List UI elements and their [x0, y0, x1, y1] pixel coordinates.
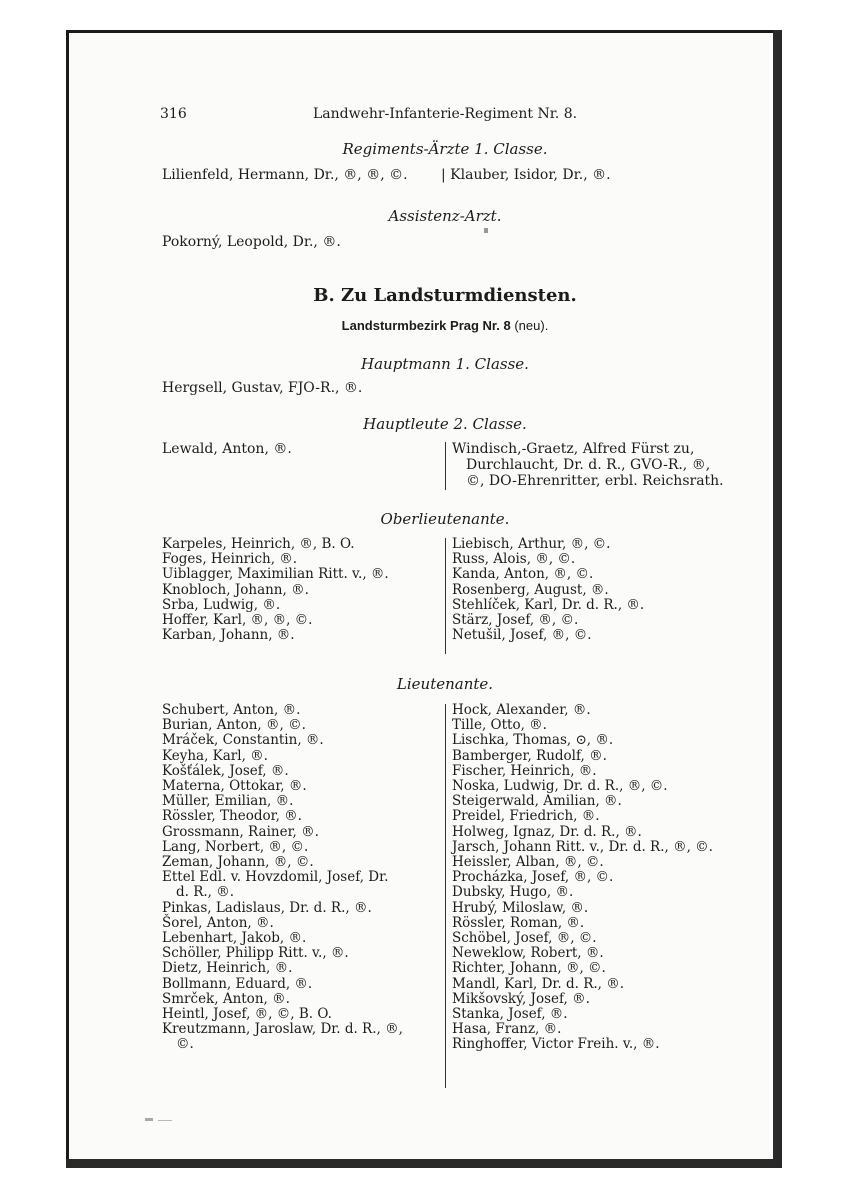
- list-item: Karpeles, Heinrich, ®, B. O.: [162, 536, 355, 552]
- list-item: Heissler, Alban, ®, ©.: [452, 854, 604, 871]
- heading-oberlieutenante: Oberlieutenante.: [380, 510, 510, 528]
- running-head: [160, 106, 720, 126]
- list-item: Keyha, Karl, ®.: [162, 747, 268, 764]
- list-item: d. R., ®.: [176, 884, 235, 901]
- list-item: Hoffer, Karl, ®, ®, ©.: [162, 612, 313, 629]
- list-item: Neweklow, Robert, ®.: [452, 945, 604, 962]
- entry-line: ©, DO-Ehrenritter, erbl. Reichsrath.: [466, 473, 724, 489]
- list-item: Materna, Ottokar, ®.: [162, 778, 307, 795]
- list-item: Bamberger, Rudolf, ®.: [452, 747, 607, 764]
- list-item: Dubsky, Hugo, ®.: [452, 884, 574, 901]
- list-item: Stehlíček, Karl, Dr. d. R., ®.: [452, 596, 645, 613]
- heading-hauptmann-1: Hauptmann 1. Classe.: [361, 355, 529, 373]
- page-number: 316: [160, 106, 187, 122]
- list-oberlieutenante-left: [162, 537, 389, 643]
- scan-speck: [158, 1120, 172, 1121]
- list-item: Kanda, Anton, ®, ©.: [452, 566, 594, 583]
- scan-speck: [484, 228, 488, 233]
- subsection-rest: (neu).: [510, 318, 549, 333]
- list-lieutenante-left: [162, 703, 403, 1053]
- page-edge-bottom: [66, 1159, 782, 1168]
- list-item: Rössler, Theodor, ®.: [162, 808, 302, 825]
- list-item: Stanka, Josef, ®.: [452, 1006, 568, 1023]
- entry-line: Durchlaucht, Dr. d. R., GVO-R., ®,: [466, 457, 711, 473]
- list-item: Rössler, Roman, ®.: [452, 914, 585, 931]
- column-divider: [445, 538, 446, 654]
- list-item: Kreutzmann, Jaroslaw, Dr. d. R., ®,: [162, 1021, 403, 1038]
- entry-assistenzarzt: Pokorný, Leopold, Dr., ®.: [162, 234, 341, 250]
- column-divider: [445, 704, 446, 1088]
- list-item: Mandl, Karl, Dr. d. R., ®.: [452, 975, 625, 992]
- heading-assistenzarzt: Assistenz-Arzt.: [388, 207, 502, 225]
- list-item: Schöller, Philipp Ritt. v., ®.: [162, 945, 349, 962]
- list-item: Fischer, Heinrich, ®.: [452, 762, 597, 779]
- list-item: Hock, Alexander, ®.: [452, 702, 591, 718]
- list-item: Foges, Heinrich, ®.: [162, 551, 298, 568]
- list-item: Preidel, Friedrich, ®.: [452, 808, 600, 825]
- list-item: Heintl, Josef, ®, ©, B. O.: [162, 1006, 332, 1023]
- list-item: Lang, Norbert, ®, ©.: [162, 838, 309, 855]
- column-divider: [445, 442, 446, 490]
- list-item: Procházka, Josef, ®, ©.: [452, 869, 614, 886]
- list-item: Grossmann, Rainer, ®.: [162, 823, 319, 840]
- section-title-landsturm: B. Zu Landsturmdiensten.: [313, 285, 577, 306]
- list-item: Tille, Otto, ®.: [452, 717, 547, 734]
- entry-regimentsarzt-left: Lilienfeld, Hermann, Dr., ®, ®, ©.: [162, 167, 408, 183]
- list-item: Müller, Emilian, ®.: [162, 793, 294, 810]
- list-item: Ettel Edl. v. Hovzdomil, Josef, Dr.: [162, 869, 389, 886]
- list-item: Stärz, Josef, ®, ©.: [452, 612, 579, 629]
- list-item: Steigerwald, Amilian, ®.: [452, 793, 622, 810]
- list-item: Jarsch, Johann Ritt. v., Dr. d. R., ®, ©.: [452, 838, 713, 855]
- list-item: Mikšovský, Josef, ®.: [452, 990, 590, 1007]
- list-item: Smrček, Anton, ®.: [162, 990, 290, 1007]
- list-item: Mráček, Constantin, ®.: [162, 732, 324, 749]
- list-item: Uiblagger, Maximilian Ritt. v., ®.: [162, 566, 389, 583]
- list-item: Rosenberg, August, ®.: [452, 581, 609, 598]
- list-item: Schöbel, Josef, ®, ©.: [452, 930, 597, 947]
- subsection-landsturmbezirk: [160, 318, 730, 333]
- scan-speck: [145, 1118, 153, 1121]
- entry-regimentsarzt-right: | Klauber, Isidor, Dr., ®.: [441, 167, 611, 183]
- list-item: Russ, Alois, ®, ©.: [452, 551, 576, 568]
- heading-hauptleute-2: Hauptleute 2. Classe.: [363, 415, 527, 433]
- heading-lieutenante: Lieutenante.: [396, 675, 494, 693]
- list-item: Košťálek, Josef, ®.: [162, 762, 289, 779]
- list-item: Bollmann, Eduard, ®.: [162, 975, 313, 992]
- list-item: Schubert, Anton, ®.: [162, 702, 301, 718]
- list-item: Karban, Johann, ®.: [162, 627, 295, 644]
- running-title: Landwehr-Infanterie-Regiment Nr. 8.: [313, 106, 578, 122]
- list-item: Burian, Anton, ®, ©.: [162, 717, 306, 734]
- list-item: Hasa, Franz, ®.: [452, 1021, 562, 1038]
- list-item: ©.: [176, 1036, 194, 1053]
- list-item: Knobloch, Johann, ®.: [162, 581, 309, 598]
- list-item: Zeman, Johann, ®, ©.: [162, 854, 314, 871]
- list-item: Hrubý, Miloslaw, ®.: [452, 899, 589, 916]
- list-item: Noska, Ludwig, Dr. d. R., ®, ©.: [452, 778, 668, 795]
- page-edge-right: [773, 30, 782, 1168]
- list-item: Srba, Ludwig, ®.: [162, 596, 281, 613]
- subsection-bold: Landsturmbezirk Prag Nr. 8: [341, 318, 511, 333]
- list-oberlieutenante-right: [452, 537, 644, 643]
- entry-hauptmann-1: Hergsell, Gustav, FJO-R., ®.: [162, 380, 363, 396]
- list-item: Pinkas, Ladislaus, Dr. d. R., ®.: [162, 899, 372, 916]
- list-lieutenante-right: [452, 703, 713, 1053]
- list-item: Šorel, Anton, ®.: [162, 914, 274, 931]
- list-item: Dietz, Heinrich, ®.: [162, 960, 293, 977]
- list-item: Netušil, Josef, ®, ©.: [452, 627, 592, 644]
- entry-line: Windisch,-Graetz, Alfred Fürst zu,: [452, 441, 695, 457]
- list-item: Ringhoffer, Victor Freih. v., ®.: [452, 1036, 660, 1053]
- entry-hauptleute-2-left: Lewald, Anton, ®.: [162, 441, 292, 457]
- list-item: Richter, Johann, ®, ©.: [452, 960, 606, 977]
- entry-hauptleute-2-right: [452, 441, 724, 489]
- list-item: Lebenhart, Jakob, ®.: [162, 930, 307, 947]
- list-item: Lischka, Thomas, ⊙, ®.: [452, 732, 614, 749]
- list-item: Holweg, Ignaz, Dr. d. R., ®.: [452, 823, 642, 840]
- heading-regimentsaerzte: Regiments-Ärzte 1. Classe.: [342, 140, 548, 158]
- list-item: Liebisch, Arthur, ®, ©.: [452, 536, 611, 552]
